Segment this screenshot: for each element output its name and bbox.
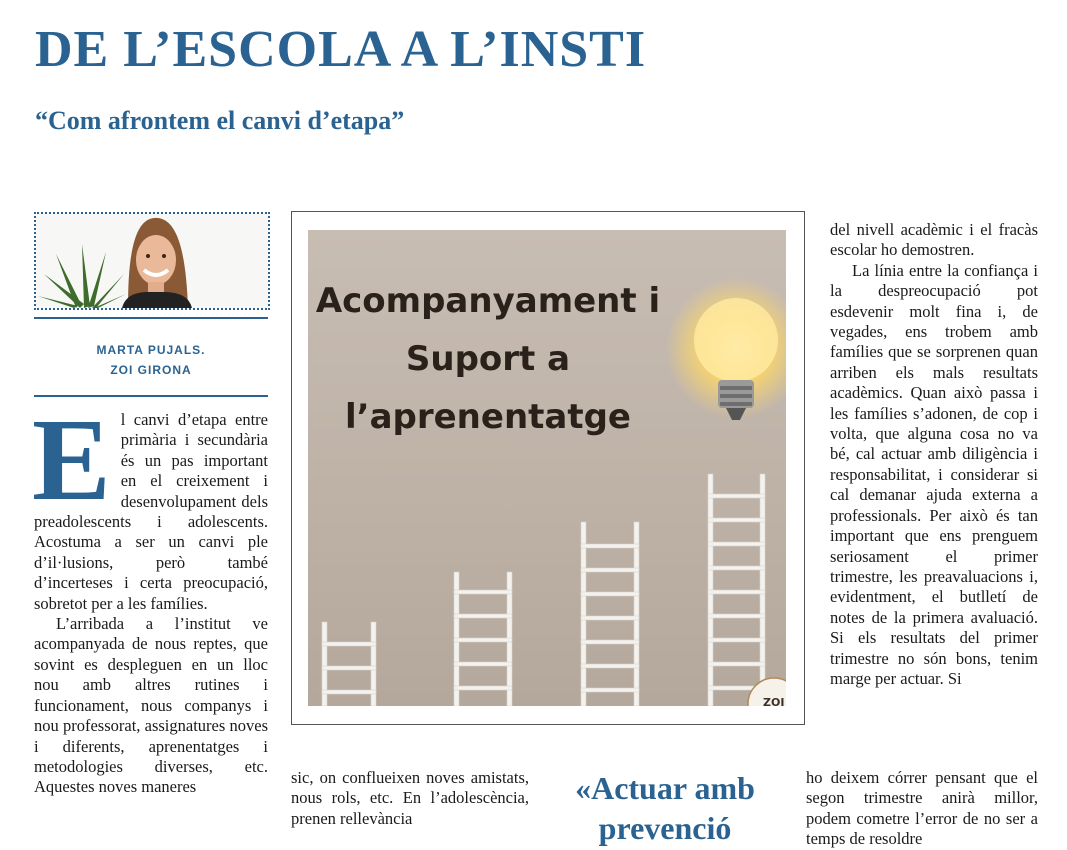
ladders-and-bulb-graphic — [308, 230, 786, 706]
page-subtitle: “Com afrontem el canvi d’etapa” — [35, 106, 405, 135]
paragraph-text: l canvi d’etapa entre primària i secundària és un pas important en el creixement i desenvolupament dels preadolescents i adolescents. Acostuma a ser un canvi ple d’il·lusions, però també d’incerteses i certa preocupació, sobretot per a les famílies. — [34, 410, 268, 613]
article-column-3 — [830, 220, 1038, 689]
article-column-1 — [32, 394, 268, 798]
author-name: MARTA PUJALS. — [96, 343, 206, 357]
author-portrait-image — [36, 214, 268, 308]
author-byline — [34, 340, 268, 380]
ladder-2 — [454, 572, 512, 706]
zoi-logo-icon — [748, 678, 786, 706]
article-illustration — [291, 211, 805, 725]
paragraph — [32, 394, 268, 614]
author-organization: ZOI GIRONA — [110, 363, 192, 377]
illustration-text-line-2: Suport a — [405, 339, 571, 379]
paragraph: del nivell acadèmic i el fracàs escolar ho demostren. — [830, 220, 1038, 260]
illustration-text-line-3: l’aprenentatge — [345, 397, 631, 437]
svg-text:ZOI: ZOI — [763, 696, 785, 706]
paragraph-text: sic, on conflueixen noves amistats, nous rols, etc. En l’adolescència, prenen rellevància — [291, 768, 529, 828]
page-title: DE L’ESCOLA A L’INSTI — [35, 21, 647, 78]
drop-cap: E — [32, 394, 111, 525]
paragraph: L’arribada a l’institut ve acompanyada de nous reptes, que sovint es despleguen en un lloc nou amb altres rutines i funcionament, nous companys i nou professorat, assignatures noves i diferents, aprenentatges i metodologies diverses, etc. Aquestes noves maneres — [34, 614, 268, 797]
article-column-2 — [291, 768, 529, 829]
ladder-4 — [708, 474, 765, 706]
author-divider-top — [34, 317, 268, 319]
paragraph: La línia entre la confiança i la despreocupació pot esdevenir molt fina i, de vegades, ens trobem amb famílies que se sorprenen quan arriben els mals resultats acadèmics. Quan això passa i les famílies s’adonen, de cop i volta, que alguna cosa no va bé, cal actuar amb diligència i responsabilitat, i considerar si cal demanar ajuda externa a professionals. Per això és tan important que ens prenguem seriosament el primer trimestre, les preavaluacions i, evidentment, el butlletí de notes de la primera avaluació. Si els resultats del primer trimestre no són bons, tenim marge per actuar. Si — [830, 260, 1038, 688]
ladder-1 — [322, 622, 376, 706]
illustration-text-line-1: Acompanyament i — [315, 281, 661, 321]
article-column-4 — [806, 768, 1038, 850]
paragraph-text: ho deixem córrer pensant que el segon trimestre anirà millor, podem cometre l’error de no ser a temps de resoldre — [806, 768, 1038, 849]
author-photo — [34, 212, 270, 310]
lightbulb-icon — [666, 278, 786, 420]
pull-quote: «Actuar amb prevenció — [575, 770, 755, 846]
illustration-background — [308, 230, 786, 706]
ladder-3 — [581, 522, 639, 706]
